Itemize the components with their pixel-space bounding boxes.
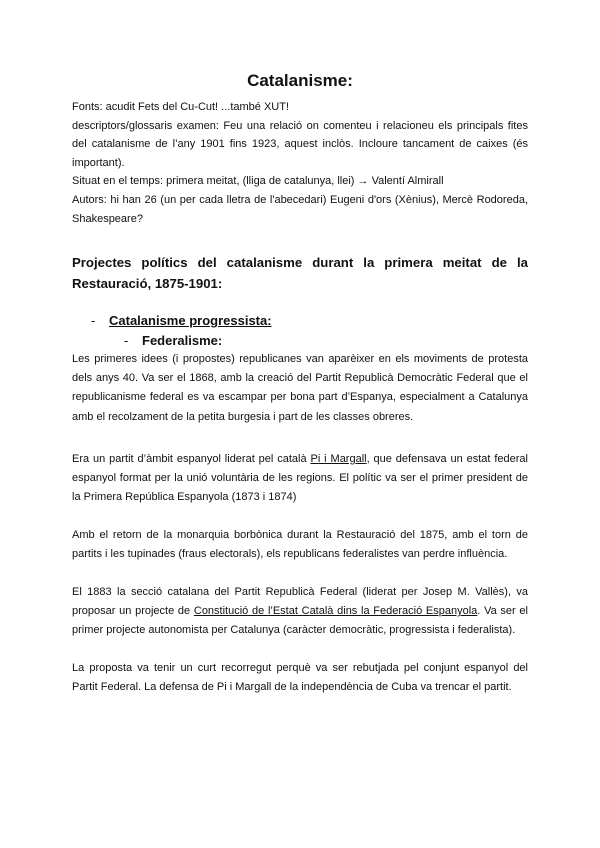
intro-line-authors: Autors: hi han 26 (un per cada lletra de l'abecedari) Eugeni d'ors (Xènius), Mercè Rodoreda, Shakespeare? [72,193,528,225]
paragraph-pi-i-margall [72,450,528,508]
document-title: Catalanisme: [247,71,353,90]
paragraph-text [72,450,528,508]
paragraph-text: La proposta va tenir un curt recorregut perquè va ser rebutjada pel conjunt espanyol del Partit Federal. La defensa de Pi i Margall de la independència de Cuba va trencar el partit. [72,662,528,694]
bullet-level2-label: Federalisme: [142,333,223,348]
paragraph-proposta [72,659,528,697]
section-heading: Projectes polítics del catalanisme durant la primera meitat de la Restauració, 1875-1901: [72,255,528,291]
bullet-dash: - [91,313,96,328]
text-run: . Va ser el primer projecte autonomista per Catalunya (caràcter democràtic, progressista i federalista). [72,605,528,637]
intro-line-descriptors: descriptors/glossaris examen: Feu una relació on comenteu i relacioneu els principals fites del catalanisme de l’any 1901 fins 1923, aquest inclòs. Incloure tancament de caixes (és important). [72,119,528,169]
text-run: Era un partit d’àmbit espanyol liderat pel català [72,453,311,465]
text-run: , que defensava un estat federal espanyol format per la unió voluntària de les regions. El polític va ser el primer president de la Primera República Espanyola (1873 i 1874) [72,453,528,504]
paragraph-text: Amb el retorn de la monarquia borbònica durant la Restauració del 1875, amb el torn de partits i les tupinades (fraus electorals), els republicans federalistes van perdre influència. [72,529,528,561]
paragraph-restauracio [72,526,528,564]
intro-line-sources: Fonts: acudit Fets del Cu-Cut! ...també XUT! [72,101,290,113]
paragraph-constitucio [72,583,528,641]
bullet-catalanisme-progressista [91,312,272,330]
intro-notes [72,98,528,228]
intro-line-context: Situat en el temps: primera meitat, (lliga de catalunya, llei) → Valentí Almirall [72,175,444,188]
paragraph-text: Les primeres idees (i propostes) republicanes van aparèixer en els moviments de protesta dels anys 40. Va ser el 1868, amb la creació del Partit Republicà Democràtic Federal que el republicanisme federal es va escampar per bona part d’Espanya, especialment a Catalunya amb el recolzament de la petita burgesia i part de les classes obreres. [72,353,528,423]
pi-i-margall-link[interactable]: Pi i Margall [310,453,367,465]
paragraph-text [72,583,528,641]
constitucio-underlined-text: Constitució de l’Estat Català dins la Federació Espanyola [193,605,478,618]
text-run: El 1883 la secció catalana del Partit Republicà Federal (liderat per Josep M. Vallès), va proposar un projecte de [72,586,528,618]
bullet-dash: - [124,333,129,348]
bullet-level1-label: Catalanisme progressista: [109,313,272,328]
paragraph-origins [72,350,528,427]
bullet-federalisme [124,332,222,350]
